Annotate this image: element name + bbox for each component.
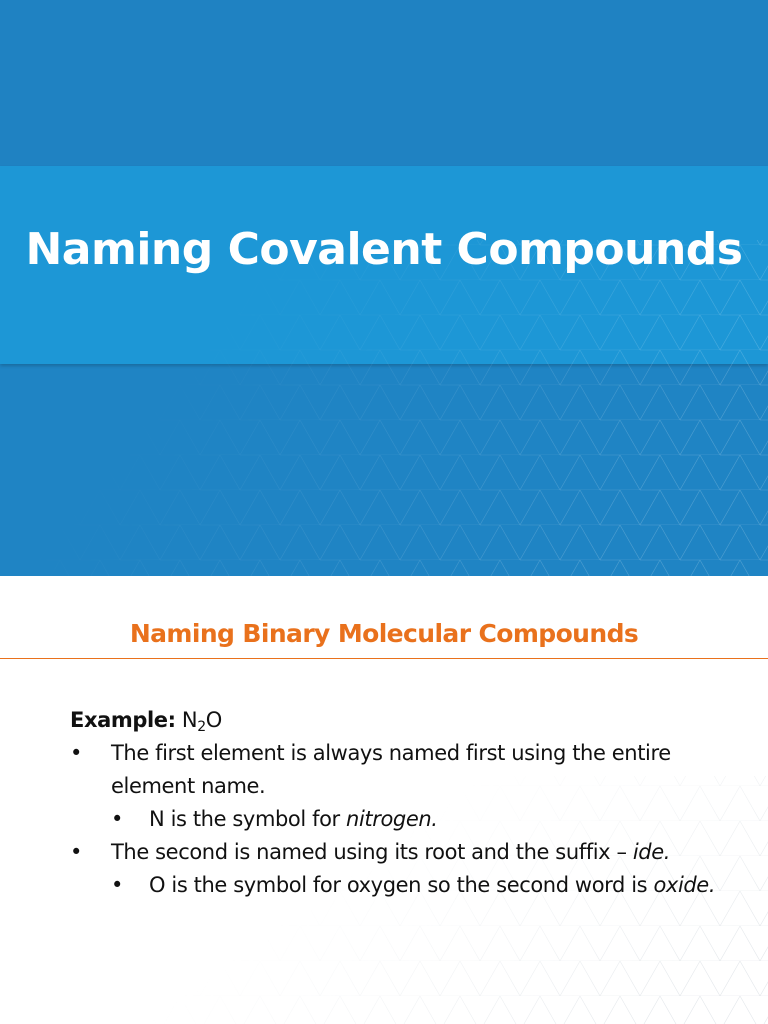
slide-heading: Naming Binary Molecular Compounds — [129, 619, 639, 648]
bullet-symbol: • — [70, 840, 82, 864]
heading-divider — [0, 658, 768, 659]
sub-bullet-item — [70, 869, 720, 902]
bullet-item — [70, 737, 720, 803]
bullet-symbol: • — [70, 741, 82, 765]
sub-bullet-symbol: • — [111, 807, 123, 831]
formula-base: N — [181, 708, 198, 732]
formula-rest: O — [205, 708, 222, 732]
slide-body — [70, 704, 720, 902]
content-slide — [0, 576, 768, 1024]
bullet-italic: ide. — [632, 840, 671, 864]
bullet-text: The second is named using its root and the suffix – — [111, 840, 627, 864]
formula-subscript: 2 — [197, 719, 206, 735]
sub-bullet-italic: oxide. — [653, 873, 716, 897]
bullet-text: The first element is always named first using the entire element name. — [111, 741, 671, 798]
sub-bullet-symbol: • — [111, 873, 123, 897]
example-formula — [181, 708, 222, 735]
slide-title: Naming Covalent Compounds — [25, 224, 743, 275]
bullet-item — [70, 836, 720, 869]
example-line — [70, 704, 720, 737]
sub-bullet-text: N is the symbol for — [149, 807, 347, 831]
sub-bullet-item — [70, 803, 720, 836]
sub-bullet-italic: nitrogen. — [346, 807, 438, 831]
sub-bullet-text: O is the symbol for oxygen so the second word is — [149, 873, 654, 897]
example-label: Example: — [70, 708, 176, 732]
